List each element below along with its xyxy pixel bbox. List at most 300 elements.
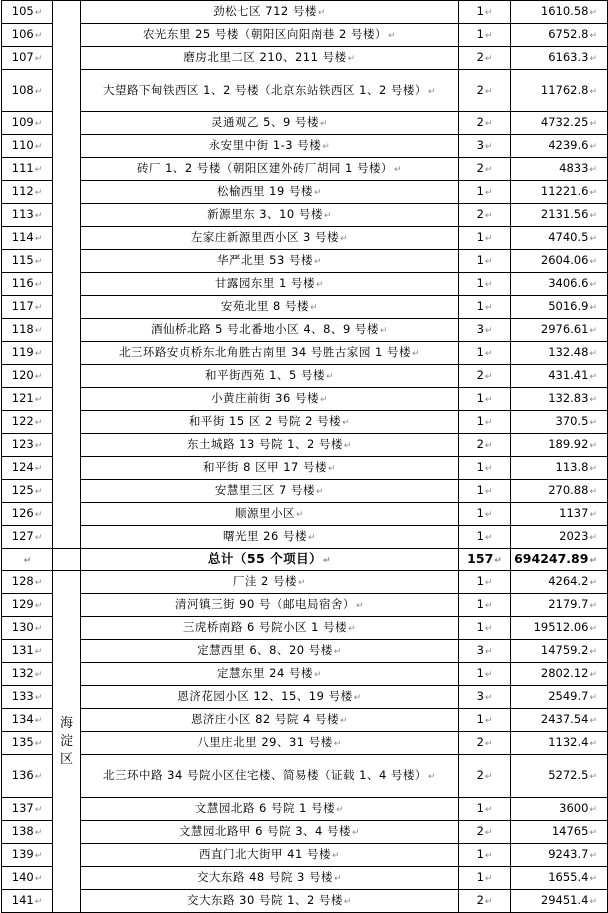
paragraph-mark-icon: ↵ — [484, 349, 493, 359]
table-row — [2, 250, 608, 273]
building-count — [459, 663, 511, 686]
area-value-text: 2131.56 — [540, 207, 589, 221]
paragraph-mark-icon: ↵ — [334, 874, 343, 884]
paragraph-mark-icon: ↵ — [484, 533, 493, 543]
paragraph-mark-icon: ↵ — [589, 464, 597, 474]
row-number — [2, 732, 53, 755]
address-cell-text: 新源里东 3、10 号楼 — [207, 207, 323, 221]
area-value — [511, 1, 608, 24]
address-cell-text: 定慧东里 24 号楼 — [217, 666, 313, 680]
paragraph-mark-icon: ↵ — [484, 693, 493, 703]
row-number — [2, 709, 53, 732]
table-row — [2, 158, 608, 181]
paragraph-mark-icon: ↵ — [34, 874, 43, 884]
building-count-text: 1 — [476, 870, 484, 884]
address-cell — [81, 342, 459, 365]
paragraph-mark-icon: ↵ — [484, 234, 493, 244]
building-count-text: 1 — [476, 666, 484, 680]
paragraph-mark-icon: ↵ — [340, 716, 349, 726]
paragraph-mark-icon: ↵ — [336, 805, 345, 815]
paragraph-mark-icon: ↵ — [589, 441, 597, 451]
area-value — [511, 457, 608, 480]
paragraph-mark-icon: ↵ — [34, 303, 43, 313]
building-count-text: 1 — [476, 801, 484, 815]
address-cell-text: 文慧园北路甲 6 号院 3、4 号楼 — [178, 824, 352, 838]
paragraph-mark-icon: ↵ — [589, 257, 597, 267]
area-value-text: 11221.6 — [540, 184, 589, 198]
paragraph-mark-icon: ↵ — [34, 326, 43, 336]
area-value-text: 11762.8 — [540, 82, 589, 97]
paragraph-mark-icon: ↵ — [484, 280, 493, 290]
paragraph-mark-icon: ↵ — [394, 165, 403, 175]
address-cell — [81, 571, 459, 594]
paragraph-mark-icon: ↵ — [589, 165, 597, 175]
paragraph-mark-icon: ↵ — [333, 647, 342, 657]
table-row — [2, 296, 608, 319]
paragraph-mark-icon: ↵ — [34, 510, 43, 520]
paragraph-mark-icon: ↵ — [484, 578, 493, 588]
paragraph-mark-icon: ↵ — [589, 851, 597, 861]
table-row — [2, 1, 608, 24]
area-value — [511, 158, 608, 181]
paragraph-mark-icon: ↵ — [310, 303, 319, 313]
building-count-text: 2 — [476, 735, 484, 749]
row-number-text: 114 — [11, 230, 34, 244]
address-cell-text: 北三环中路 34 号院小区住宅楼、简易楼（证载 1、4 号楼） — [103, 768, 427, 782]
building-count-text: 3 — [476, 689, 484, 703]
table-row — [2, 457, 608, 480]
row-number-text: 125 — [11, 483, 34, 497]
table-row — [2, 47, 608, 70]
area-value — [511, 296, 608, 319]
paragraph-mark-icon: ↵ — [34, 624, 43, 634]
row-number — [2, 867, 53, 890]
building-count-text: 2 — [476, 161, 484, 175]
table-row — [2, 594, 608, 617]
paragraph-mark-icon: ↵ — [322, 142, 331, 152]
building-count-text: 1 — [476, 345, 484, 359]
building-count — [459, 732, 511, 755]
area-value-text: 370.5 — [555, 414, 589, 428]
address-cell — [81, 434, 459, 457]
paragraph-mark-icon: ↵ — [484, 510, 493, 520]
total-number — [2, 549, 53, 571]
paragraph-mark-icon: ↵ — [340, 234, 349, 244]
table-row — [2, 411, 608, 434]
building-count-text: 1 — [476, 391, 484, 405]
area-value-text: 4740.5 — [548, 230, 589, 244]
table-row — [2, 181, 608, 204]
paragraph-mark-icon: ↵ — [589, 349, 597, 359]
paragraph-mark-icon: ↵ — [34, 578, 43, 588]
table-row — [2, 617, 608, 640]
area-value — [511, 434, 608, 457]
paragraph-mark-icon: ↵ — [484, 772, 493, 782]
paragraph-mark-icon: ↵ — [589, 897, 597, 907]
building-count-text: 2 — [476, 824, 484, 838]
paragraph-mark-icon: ↵ — [34, 851, 43, 861]
paragraph-mark-icon: ↵ — [313, 188, 322, 198]
table-row — [2, 135, 608, 158]
building-count — [459, 47, 511, 70]
area-value — [511, 319, 608, 342]
paragraph-mark-icon: ↵ — [589, 326, 597, 336]
row-number — [2, 388, 53, 411]
row-number — [2, 844, 53, 867]
area-value — [511, 640, 608, 663]
paragraph-mark-icon: ↵ — [34, 31, 43, 41]
paragraph-mark-icon: ↵ — [589, 234, 597, 244]
area-value-text: 431.41 — [548, 368, 589, 382]
paragraph-mark-icon: ↵ — [316, 487, 325, 497]
area-value — [511, 388, 608, 411]
row-number-text: 111 — [11, 161, 34, 175]
area-value — [511, 227, 608, 250]
paragraph-mark-icon: ↵ — [484, 418, 493, 428]
paragraph-mark-icon: ↵ — [34, 828, 43, 838]
address-cell — [81, 798, 459, 821]
row-number — [2, 365, 53, 388]
row-number-text: 127 — [11, 529, 34, 543]
paragraph-mark-icon: ↵ — [589, 372, 597, 382]
paragraph-mark-icon: ↵ — [589, 31, 597, 41]
row-number — [2, 47, 53, 70]
building-count — [459, 755, 511, 798]
paragraph-mark-icon: ↵ — [34, 418, 43, 428]
paragraph-mark-icon: ↵ — [484, 86, 493, 97]
address-cell — [81, 135, 459, 158]
paragraph-mark-icon: ↵ — [484, 670, 493, 680]
address-cell-text: 松榆西里 19 号楼 — [217, 184, 313, 198]
area-value-text: 2976.61 — [540, 322, 589, 336]
row-number — [2, 135, 53, 158]
building-count-text: 1 — [476, 4, 484, 18]
table-row — [2, 844, 608, 867]
paragraph-mark-icon: ↵ — [313, 670, 322, 680]
row-number — [2, 227, 53, 250]
paragraph-mark-icon: ↵ — [589, 555, 597, 566]
paragraph-mark-icon: ↵ — [34, 165, 43, 175]
paragraph-mark-icon: ↵ — [484, 8, 493, 18]
paragraph-mark-icon: ↵ — [589, 142, 597, 152]
address-cell-text: 曙光里 26 号楼 — [223, 529, 307, 543]
building-count-text: 1 — [476, 529, 484, 543]
address-cell-text: 华严北里 53 号楼 — [217, 253, 313, 267]
building-count — [459, 526, 511, 549]
area-value-text: 132.83 — [548, 391, 589, 405]
total-count — [459, 549, 511, 571]
district-cell — [53, 1, 81, 549]
table-row — [2, 480, 608, 503]
address-cell — [81, 1, 459, 24]
address-cell — [81, 732, 459, 755]
table-row — [2, 890, 608, 913]
address-cell — [81, 594, 459, 617]
row-number-text: 138 — [11, 824, 34, 838]
row-number-text: 119 — [11, 345, 34, 359]
paragraph-mark-icon: ↵ — [589, 670, 597, 680]
building-count-text: 2 — [476, 368, 484, 382]
paragraph-mark-icon: ↵ — [34, 142, 43, 152]
row-number — [2, 594, 53, 617]
total-row — [2, 549, 608, 571]
area-value-text: 4833 — [559, 161, 589, 175]
building-count-text: 1 — [476, 597, 484, 611]
paragraph-mark-icon: ↵ — [589, 54, 597, 64]
table-row — [2, 319, 608, 342]
paragraph-mark-icon: ↵ — [589, 647, 597, 657]
building-count-text: 1 — [476, 847, 484, 861]
area-value-text: 2802.12 — [540, 666, 589, 680]
table-row — [2, 571, 608, 594]
row-number-text: 112 — [11, 184, 34, 198]
building-count-text: 1 — [476, 414, 484, 428]
district-cell — [53, 571, 81, 913]
paragraph-mark-icon: ↵ — [343, 441, 352, 451]
paragraph-mark-icon: ↵ — [484, 601, 493, 611]
area-value — [511, 47, 608, 70]
building-count — [459, 457, 511, 480]
address-cell-text: 甘露园东里 1 号楼 — [214, 276, 316, 290]
paragraph-mark-icon: ↵ — [34, 441, 43, 451]
building-count-text: 1 — [476, 27, 484, 41]
row-number-text: 124 — [11, 460, 34, 474]
paragraph-mark-icon: ↵ — [484, 805, 493, 815]
paragraph-mark-icon: ↵ — [589, 188, 597, 198]
row-number-text: 141 — [11, 893, 34, 907]
paragraph-mark-icon: ↵ — [589, 8, 597, 18]
building-count — [459, 821, 511, 844]
area-value — [511, 867, 608, 890]
row-number — [2, 70, 53, 112]
building-count — [459, 250, 511, 273]
address-cell — [81, 250, 459, 273]
building-count-text: 1 — [476, 506, 484, 520]
table-row — [2, 526, 608, 549]
row-number-text: 115 — [11, 253, 34, 267]
row-number — [2, 821, 53, 844]
address-cell — [81, 844, 459, 867]
building-count — [459, 686, 511, 709]
area-value — [511, 250, 608, 273]
building-count — [459, 204, 511, 227]
paragraph-mark-icon: ↵ — [34, 349, 43, 359]
address-cell — [81, 640, 459, 663]
area-value — [511, 112, 608, 135]
row-number-text: 128 — [11, 574, 34, 588]
area-value-text: 270.88 — [548, 483, 589, 497]
area-value-text: 3406.6 — [548, 276, 589, 290]
area-value — [511, 480, 608, 503]
row-number — [2, 296, 53, 319]
building-count-text: 1 — [476, 230, 484, 244]
building-count-text: 3 — [476, 138, 484, 152]
address-cell-text: 永安里中街 1-3 号楼 — [208, 138, 322, 152]
paragraph-mark-icon: ↵ — [34, 601, 43, 611]
row-number-text: 129 — [11, 597, 34, 611]
paragraph-mark-icon: ↵ — [388, 31, 397, 41]
paragraph-mark-icon: ↵ — [307, 533, 316, 543]
paragraph-mark-icon: ↵ — [484, 897, 493, 907]
row-number-text: 108 — [11, 82, 34, 97]
building-count — [459, 709, 511, 732]
row-number-text: 133 — [11, 689, 34, 703]
building-count-text: 1 — [476, 299, 484, 313]
total-area — [511, 549, 608, 571]
area-value-text: 29451.4 — [540, 893, 589, 907]
address-cell — [81, 755, 459, 798]
table-row — [2, 755, 608, 798]
row-number-text: 132 — [11, 666, 34, 680]
row-number-text: 123 — [11, 437, 34, 451]
row-number — [2, 890, 53, 913]
paragraph-mark-icon: ↵ — [34, 716, 43, 726]
area-value-text: 4239.6 — [548, 138, 589, 152]
address-cell — [81, 204, 459, 227]
paragraph-mark-icon: ↵ — [379, 326, 388, 336]
area-value — [511, 342, 608, 365]
paragraph-mark-icon: ↵ — [333, 739, 342, 749]
paragraph-mark-icon: ↵ — [313, 257, 322, 267]
area-value-text: 1655.4 — [548, 870, 589, 884]
paragraph-mark-icon: ↵ — [589, 874, 597, 884]
table-row — [2, 709, 608, 732]
total-district-cell — [53, 549, 81, 571]
building-count-text: 2 — [476, 50, 484, 64]
address-cell — [81, 296, 459, 319]
paragraph-mark-icon: ↵ — [589, 772, 597, 782]
paragraph-mark-icon: ↵ — [34, 8, 43, 18]
total-area-text: 694247.89 — [514, 550, 589, 566]
paragraph-mark-icon: ↵ — [34, 897, 43, 907]
paragraph-mark-icon: ↵ — [484, 257, 493, 267]
building-count — [459, 1, 511, 24]
area-value — [511, 503, 608, 526]
row-number — [2, 158, 53, 181]
paragraph-mark-icon: ↵ — [34, 805, 43, 815]
building-count — [459, 411, 511, 434]
address-cell-text: 砖厂 1、2 号楼（朝阳区建外砖厂胡同 1 号楼） — [136, 161, 394, 175]
area-value-text: 14759.2 — [540, 643, 589, 657]
row-number-text: 130 — [11, 620, 34, 634]
paragraph-mark-icon: ↵ — [23, 555, 32, 566]
paragraph-mark-icon: ↵ — [34, 86, 43, 97]
area-value-text: 14765 — [551, 824, 589, 838]
address-cell-text: 安苑北里 8 号楼 — [220, 299, 310, 313]
paragraph-mark-icon: ↵ — [484, 211, 493, 221]
area-value-text: 2179.7 — [548, 597, 589, 611]
address-cell-text: 灵通观乙 5、9 号楼 — [211, 115, 319, 129]
address-cell-text: 交大东路 30 号院 1、2 号楼 — [187, 893, 343, 907]
row-number-text: 120 — [11, 368, 34, 382]
building-count-text: 2 — [476, 437, 484, 451]
row-number — [2, 434, 53, 457]
row-number — [2, 411, 53, 434]
row-number-text: 107 — [11, 50, 34, 64]
paragraph-mark-icon: ↵ — [427, 86, 436, 97]
address-cell-text: 西直门北大街甲 41 号楼 — [199, 847, 331, 861]
housing-table — [1, 0, 608, 913]
paragraph-mark-icon: ↵ — [34, 54, 43, 64]
paragraph-mark-icon: ↵ — [494, 555, 502, 566]
address-cell-text: 八里庄北里 29、31 号楼 — [197, 735, 333, 749]
area-value — [511, 526, 608, 549]
paragraph-mark-icon: ↵ — [412, 349, 421, 359]
row-number — [2, 480, 53, 503]
paragraph-mark-icon: ↵ — [34, 670, 43, 680]
area-value — [511, 709, 608, 732]
building-count — [459, 70, 511, 112]
row-number — [2, 24, 53, 47]
building-count-text: 1 — [476, 253, 484, 267]
building-count — [459, 296, 511, 319]
row-number-text: 140 — [11, 870, 34, 884]
row-number — [2, 640, 53, 663]
building-count — [459, 571, 511, 594]
paragraph-mark-icon: ↵ — [589, 624, 597, 634]
paragraph-mark-icon: ↵ — [34, 395, 43, 405]
building-count-text: 1 — [476, 276, 484, 290]
address-cell-text: 东土城路 13 号院 1、2 号楼 — [187, 437, 343, 451]
table-row — [2, 732, 608, 755]
paragraph-mark-icon: ↵ — [589, 805, 597, 815]
building-count — [459, 112, 511, 135]
row-number-text: 118 — [11, 322, 34, 336]
building-count — [459, 342, 511, 365]
table-row — [2, 204, 608, 227]
address-cell — [81, 480, 459, 503]
paragraph-mark-icon: ↵ — [484, 31, 493, 41]
paragraph-mark-icon: ↵ — [589, 601, 597, 611]
table-row — [2, 434, 608, 457]
row-number — [2, 319, 53, 342]
area-value-text: 19512.06 — [533, 620, 589, 634]
address-cell — [81, 686, 459, 709]
row-number-text: 126 — [11, 506, 34, 520]
address-cell — [81, 70, 459, 112]
table-row — [2, 798, 608, 821]
address-cell-text: 和平街西苑 1、5 号楼 — [205, 368, 325, 382]
paragraph-mark-icon: ↵ — [484, 874, 493, 884]
row-number — [2, 273, 53, 296]
paragraph-mark-icon: ↵ — [347, 54, 356, 64]
paragraph-mark-icon: ↵ — [589, 280, 597, 290]
area-value-text: 132.48 — [548, 345, 589, 359]
paragraph-mark-icon: ↵ — [34, 280, 43, 290]
address-cell — [81, 112, 459, 135]
table-row — [2, 70, 608, 112]
building-count — [459, 181, 511, 204]
address-cell — [81, 273, 459, 296]
district-label: 海淀区 — [59, 715, 73, 767]
row-number-text: 105 — [11, 4, 34, 18]
row-number-text: 135 — [11, 735, 34, 749]
area-value — [511, 571, 608, 594]
building-count — [459, 365, 511, 388]
area-value-text: 1137 — [559, 506, 589, 520]
paragraph-mark-icon: ↵ — [484, 142, 493, 152]
row-number-text: 110 — [11, 138, 34, 152]
building-count — [459, 227, 511, 250]
building-count — [459, 640, 511, 663]
row-number — [2, 571, 53, 594]
paragraph-mark-icon: ↵ — [484, 739, 493, 749]
paragraph-mark-icon: ↵ — [298, 578, 307, 588]
area-value — [511, 663, 608, 686]
building-count — [459, 617, 511, 640]
area-value — [511, 24, 608, 47]
paragraph-mark-icon: ↵ — [589, 395, 597, 405]
